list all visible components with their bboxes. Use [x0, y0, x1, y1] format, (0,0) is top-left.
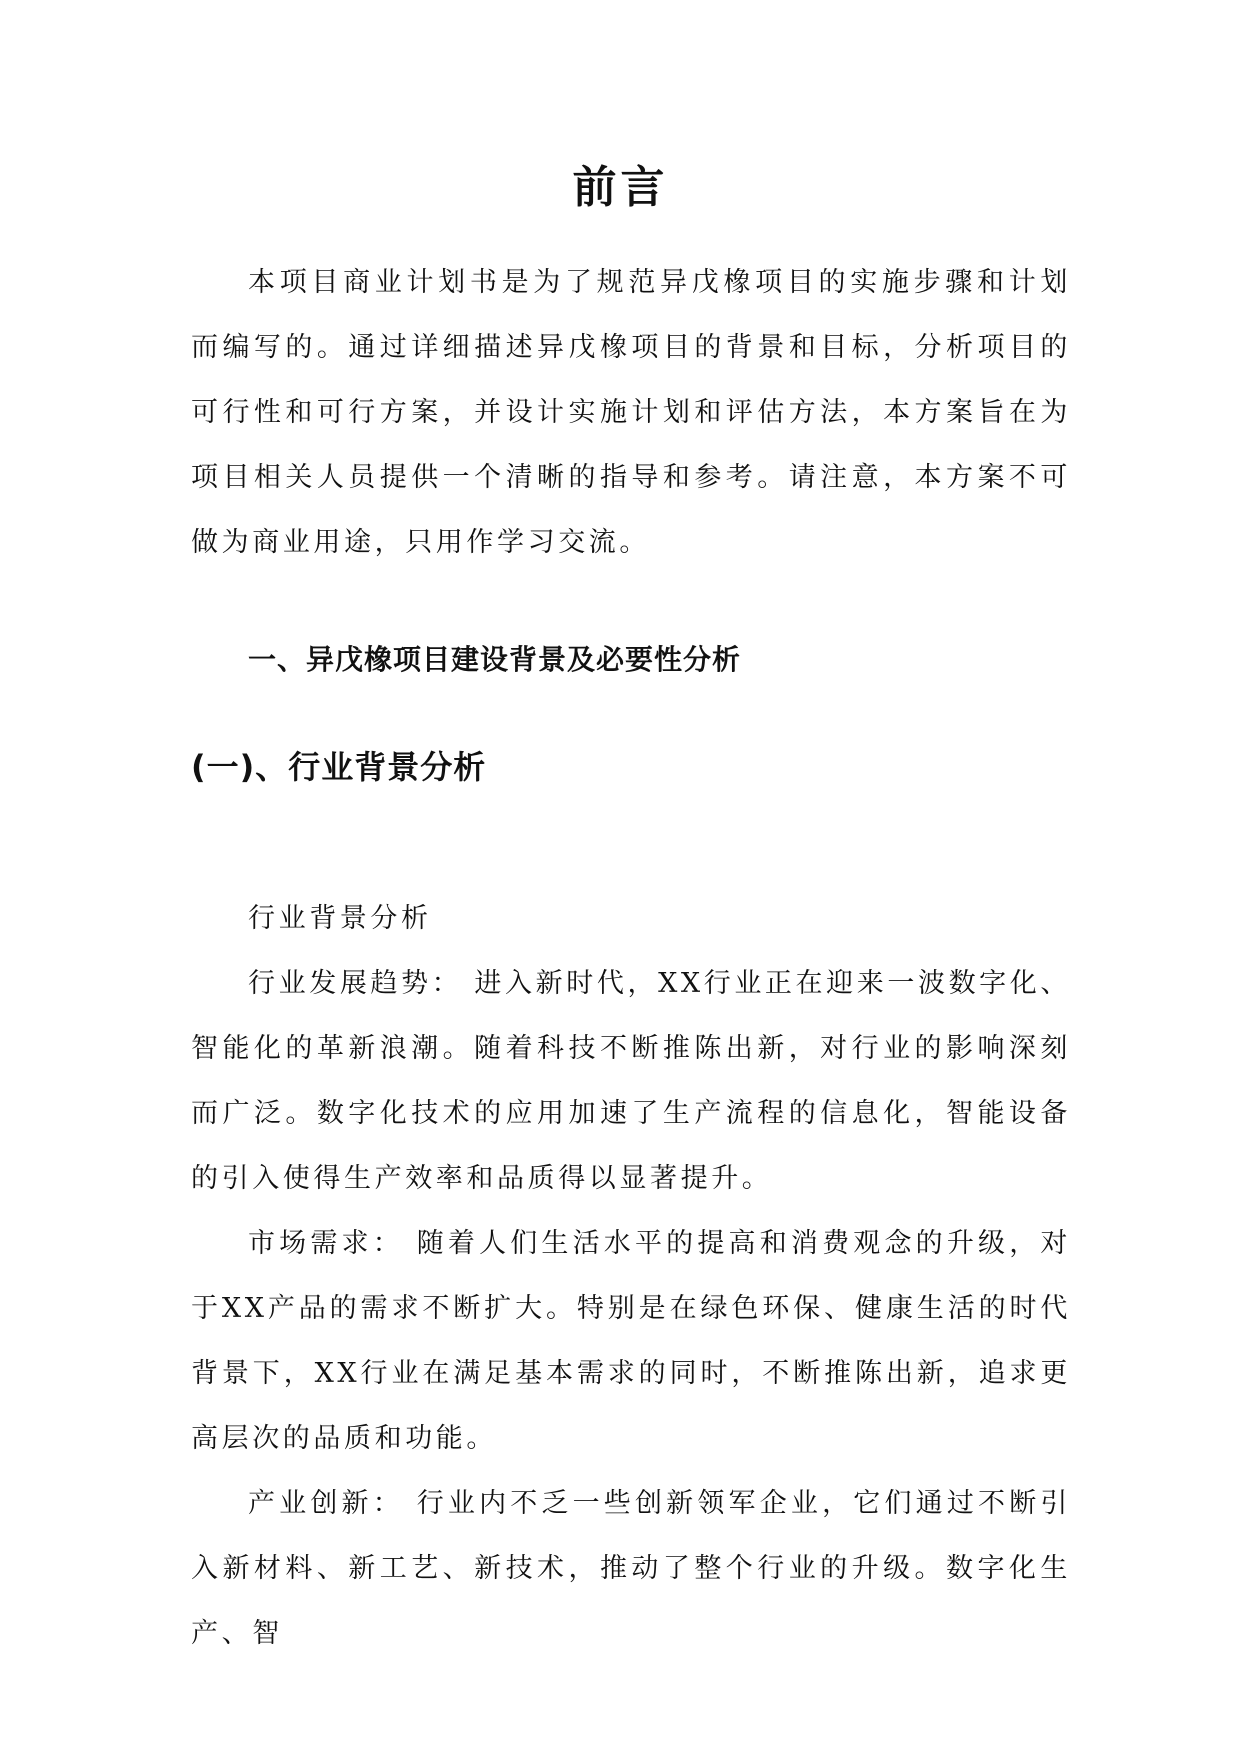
body-paragraph-innovation: 产业创新： 行业内不乏一些创新领军企业，它们通过不断引入新材料、新工艺、新技术，推动了整个行业的升级。数字化生产、智 [191, 1488, 1071, 1649]
body-paragraph-trend: 行业发展趋势： 进入新时代，XX行业正在迎来一波数字化、智能化的革新浪潮。随着科技不断推陈出新，对行业的影响深刻而广泛。数字化技术的应用加速了生产流程的信息化，智能设备的引入使得生产效率和品质得以显著提升。 [191, 968, 1071, 1194]
section-heading: 一、异戊橡项目建设背景及必要性分析 [248, 643, 742, 676]
intro-paragraph: 本项目商业计划书是为了规范异戊橡项目的实施步骤和计划而编写的。通过详细描述异戊橡项目的背景和目标，分析项目的可行性和可行方案，并设计实施计划和评估方法，本方案旨在为项目相关人员提供一个清晰的指导和参考。请注意，本方案不可做为商业用途，只用作学习交流。 [191, 267, 1071, 558]
body-paragraph-market: 市场需求： 随着人们生活水平的提高和消费观念的升级，对于XX产品的需求不断扩大。特别是在绿色环保、健康生活的时代背景下，XX行业在满足基本需求的同时，不断推陈出新，追求更高层次的品质和功能。 [191, 1228, 1071, 1454]
subsection-heading: (一)、行业背景分析 [191, 748, 487, 786]
intro-block [191, 250, 1071, 575]
page-title: 前言 [572, 162, 669, 213]
body-block [191, 886, 1071, 1666]
body-subtitle: 行业背景分析 [248, 903, 432, 934]
